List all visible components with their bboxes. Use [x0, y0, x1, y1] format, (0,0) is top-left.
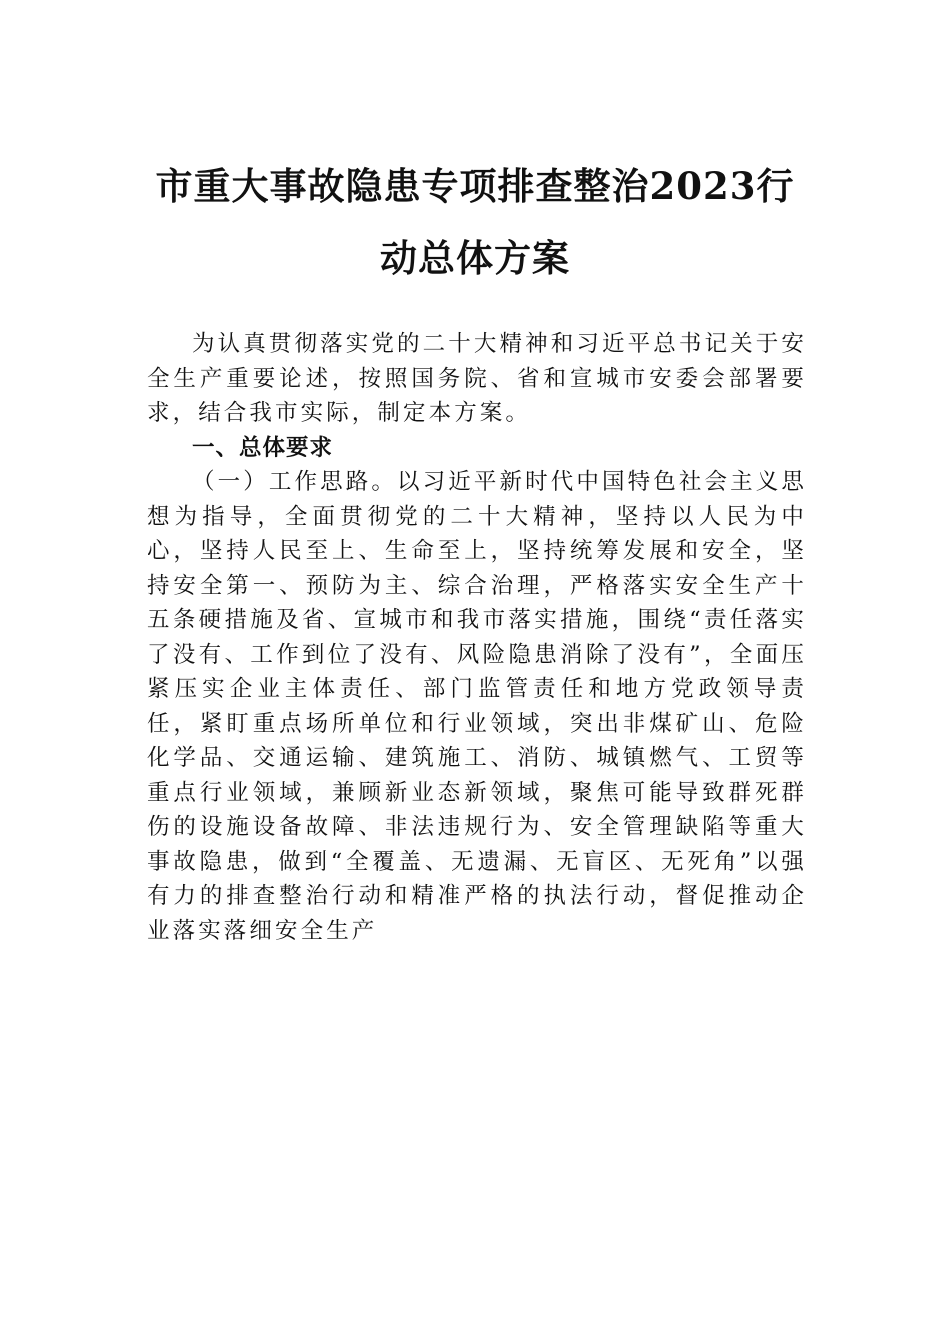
section-heading: 一、总体要求 [192, 434, 334, 461]
document-title: 市重大事故隐患专项排查整治2023行动总体方案 [155, 164, 795, 280]
intro-paragraph: 为认真贯彻落实党的二十大精神和习近平总书记关于安全生产重要论述，按照国务院、省和宣城市安委会部署要求，结合我市实际，制定本方案。 [147, 331, 807, 426]
subsection-paragraph [147, 465, 807, 948]
document-body [147, 327, 807, 948]
subsection-text: 以习近平新时代中国特色社会主义思想为指导，全面贯彻党的二十大精神，坚持以人民为中心，坚持人民至上、生命至上，坚持统筹发展和安全，坚持安全第一、预防为主、综合治理，严格落实安全生产十五条硬措施及省、宣城市和我市落实措施，围绕“责任落实了没有、工作到位了没有、风险隐患消除了没有”，全面压紧压实企业主体责任、部门监管责任和地方党政领导责任，紧盯重点场所单位和行业领域，突出非煤矿山、危险化学品、交通运输、建筑施工、消防、城镇燃气、工贸等重点行业领域，兼顾新业态新领域，聚焦可能导致群死群伤的设施设备故障、非法违规行为、安全管理缺陷等重大事故隐患，做到“全覆盖、无遗漏、无盲区、无死角”以强有力的排查整治行动和精准严格的执法行动，督促推动企业落实落细安全生产 [147, 469, 807, 944]
subsection-label: （一）工作思路。 [192, 469, 398, 495]
